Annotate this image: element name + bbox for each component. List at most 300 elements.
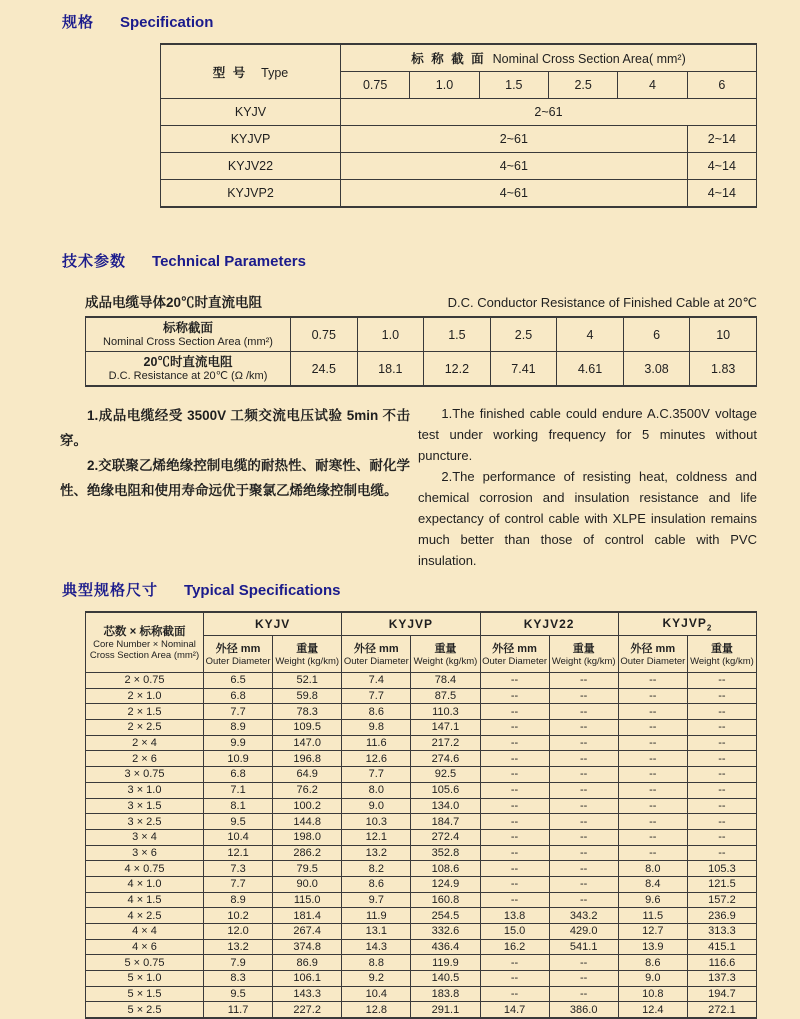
group-label: KYJVP [662,615,707,630]
value-cell: 115.0 [273,892,342,908]
value-cell: 8.9 [204,720,273,736]
value-cell: 7.4 [342,673,411,689]
value-cell: -- [687,829,756,845]
value-cell: 9.9 [204,735,273,751]
value-cell: -- [618,767,687,783]
value-cell: 11.9 [342,908,411,924]
wt-label-zh: 重量 [572,642,595,655]
typical-corner-cell [86,612,204,673]
value-cell: 9.5 [204,986,273,1002]
area-value-cell: 10 [690,317,757,352]
value-cell: 541.1 [549,939,618,955]
typical-table [85,611,757,1019]
type-header-cell [161,44,341,99]
value-cell: 8.1 [204,798,273,814]
value-cell: 386.0 [549,1002,618,1018]
value-cell: -- [618,735,687,751]
value-cell: 286.2 [273,845,342,861]
type-header-zh: 型 号 [212,65,248,80]
value-cell: 7.3 [204,861,273,877]
value-cell: 137.3 [687,971,756,987]
core-spec-cell: 5 × 1.0 [86,971,204,987]
typical-title-en: Typical Specifications [184,582,341,599]
core-spec-cell: 4 × 6 [86,939,204,955]
value-cell: 124.9 [411,876,480,892]
wt-label-en: Weight (kg/km) [690,655,754,667]
type-cell: KYJV22 [161,153,341,180]
value-cell: 100.2 [273,798,342,814]
value-cell: -- [549,971,618,987]
corner-zh: 芯数 × 标称截面 [103,625,186,638]
area-header-en: Nominal Cross Section Area( mm²) [492,52,686,66]
value-cell: 9.8 [342,720,411,736]
table-row [86,908,757,924]
tech-row-resistance [86,352,757,387]
value-cell: -- [480,814,549,830]
table-row [86,955,757,971]
value-cell: 109.5 [273,720,342,736]
value-cell: 436.4 [411,939,480,955]
core-spec-cell: 2 × 6 [86,751,204,767]
core-spec-cell: 5 × 1.5 [86,986,204,1002]
table-row [86,845,757,861]
value-cell: 9.2 [342,971,411,987]
od-label-zh: 外径 mm [630,642,676,655]
value-cell: 291.1 [411,1002,480,1018]
core-range-cell: 2~61 [341,99,757,126]
value-cell: -- [687,814,756,830]
value-cell: -- [687,782,756,798]
resistance-value-cell: 7.41 [490,352,557,387]
area-column-header: 1.0 [410,72,479,99]
table-row [161,99,757,126]
note-en-2: 2.The performance of resisting heat, coldness and chemical corrosion and insulation resistance and life expectancy of control cable with XLPE insulation remains much better than those of control cable with PVC insulation. [418,469,757,568]
value-cell: -- [549,829,618,845]
table-row [86,892,757,908]
table-row [86,924,757,940]
value-cell: 6.8 [204,767,273,783]
cable-type-group-header [204,612,342,636]
value-cell: 8.0 [618,861,687,877]
value-cell: -- [687,673,756,689]
spec-section-title [62,0,800,32]
tech-row1-label [86,317,291,352]
value-cell: 8.2 [342,861,411,877]
value-cell: 10.8 [618,986,687,1002]
value-cell: 9.5 [204,814,273,830]
value-cell: 121.5 [687,876,756,892]
tech-row2-label [86,352,291,387]
value-cell: -- [618,688,687,704]
weight-header [411,636,480,673]
typical-section-title [62,579,800,600]
wt-label-zh: 重量 [434,642,457,655]
value-cell: -- [480,782,549,798]
value-cell: 13.2 [204,939,273,955]
value-cell: 8.0 [342,782,411,798]
core-range-last-cell: 2~14 [687,126,756,153]
value-cell: -- [480,986,549,1002]
value-cell: 76.2 [273,782,342,798]
core-spec-cell: 2 × 1.0 [86,688,204,704]
typical-title-zh: 典型规格尺寸 [62,582,159,599]
value-cell: -- [480,861,549,877]
value-cell: 6.8 [204,688,273,704]
outer-diameter-header [480,636,549,673]
resistance-value-cell: 3.08 [623,352,690,387]
value-cell: 11.6 [342,735,411,751]
value-cell: -- [549,767,618,783]
core-spec-cell: 3 × 2.5 [86,814,204,830]
table-row [86,814,757,830]
value-cell: -- [618,829,687,845]
od-label-en: Outer Diameter [343,655,409,667]
type-header-en: Type [261,65,289,80]
od-label-en: Outer Diameter [205,655,271,667]
value-cell: -- [687,845,756,861]
spec-title-en: Specification [120,14,214,31]
value-cell: 90.0 [273,876,342,892]
core-spec-cell: 2 × 2.5 [86,720,204,736]
value-cell: 9.0 [618,971,687,987]
value-cell: -- [618,798,687,814]
core-spec-cell: 4 × 0.75 [86,861,204,877]
value-cell: -- [480,829,549,845]
od-label-en: Outer Diameter [482,655,548,667]
value-cell: 16.2 [480,939,549,955]
resistance-value-cell: 24.5 [291,352,358,387]
value-cell: 227.2 [273,1002,342,1018]
value-cell: 254.5 [411,908,480,924]
outer-diameter-header [204,636,273,673]
value-cell: 157.2 [687,892,756,908]
value-cell: 8.8 [342,955,411,971]
value-cell: -- [687,704,756,720]
value-cell: 108.6 [411,861,480,877]
value-cell: 10.3 [342,814,411,830]
value-cell: 181.4 [273,908,342,924]
table-row [86,829,757,845]
wt-label-en: Weight (kg/km) [551,655,616,667]
core-spec-cell: 3 × 4 [86,829,204,845]
value-cell: -- [480,720,549,736]
value-cell: 134.0 [411,798,480,814]
value-cell: -- [618,751,687,767]
value-cell: 15.0 [480,924,549,940]
value-cell: -- [687,720,756,736]
note-en-1: 1.The finished cable could endure A.C.3500V voltage test under working frequency for 5 minutes without puncture. [418,406,757,463]
value-cell: 10.4 [342,986,411,1002]
value-cell: 13.8 [480,908,549,924]
value-cell: -- [687,798,756,814]
note-zh-2: 2.交联聚乙烯绝缘控制电缆的耐热性、耐寒性、耐化学性、绝缘电阻和使用寿命远优于聚氯乙烯绝缘控制电缆。 [60,458,410,498]
table-row [86,720,757,736]
table-row [86,735,757,751]
table-row [86,767,757,783]
value-cell: 7.9 [204,955,273,971]
value-cell: -- [549,782,618,798]
tech-row1-label-en: Nominal Cross Section Area (mm²) [103,335,273,348]
spec-title-zh: 规格 [62,14,95,31]
value-cell: 86.9 [273,955,342,971]
value-cell: 6.5 [204,673,273,689]
value-cell: 12.7 [618,924,687,940]
value-cell: 374.8 [273,939,342,955]
cable-type-group-header [342,612,480,636]
value-cell: -- [480,798,549,814]
value-cell: -- [549,720,618,736]
value-cell: 10.4 [204,829,273,845]
area-value-cell: 0.75 [291,317,358,352]
value-cell: 9.0 [342,798,411,814]
value-cell: -- [480,955,549,971]
table-row [86,986,757,1002]
value-cell: -- [549,861,618,877]
area-value-cell: 6 [623,317,690,352]
table-row [86,876,757,892]
resistance-value-cell: 18.1 [357,352,424,387]
value-cell: -- [549,673,618,689]
table-row [86,798,757,814]
value-cell: 14.7 [480,1002,549,1018]
value-cell: 272.1 [687,1002,756,1018]
value-cell: 12.8 [342,1002,411,1018]
table-row [86,688,757,704]
value-cell: -- [480,892,549,908]
value-cell: -- [549,688,618,704]
value-cell: -- [480,688,549,704]
value-cell: 198.0 [273,829,342,845]
value-cell: -- [618,782,687,798]
note-zh-1: 1.成品电缆经受 3500V 工频交流电压试验 5min 不击穿。 [60,408,410,448]
core-spec-cell: 5 × 2.5 [86,1002,204,1018]
value-cell: 12.4 [618,1002,687,1018]
value-cell: 143.3 [273,986,342,1002]
value-cell: 217.2 [411,735,480,751]
value-cell: -- [549,735,618,751]
value-cell: -- [549,892,618,908]
table-row [86,704,757,720]
value-cell: 144.8 [273,814,342,830]
value-cell: 236.9 [687,908,756,924]
core-spec-cell: 4 × 4 [86,924,204,940]
value-cell: 194.7 [687,986,756,1002]
value-cell: 105.6 [411,782,480,798]
value-cell: 119.9 [411,955,480,971]
tech-row2-label-en: D.C. Resistance at 20℃ (Ω /km) [108,369,268,382]
table-row [161,180,757,208]
value-cell: -- [549,845,618,861]
area-column-header: 1.5 [479,72,548,99]
value-cell: 7.7 [204,876,273,892]
value-cell: 13.1 [342,924,411,940]
value-cell: 267.4 [273,924,342,940]
area-header-cell [341,44,757,72]
value-cell: 160.8 [411,892,480,908]
area-value-cell: 2.5 [490,317,557,352]
core-spec-cell: 2 × 0.75 [86,673,204,689]
group-label: KYJV [254,617,291,631]
tech-subtitle-en: D.C. Conductor Resistance of Finished Cable at 20℃ [447,295,757,310]
core-spec-cell: 3 × 6 [86,845,204,861]
value-cell: 12.1 [342,829,411,845]
table-row [86,751,757,767]
value-cell: -- [687,735,756,751]
tech-subtitle-zh: 成品电缆导体20℃时直流电阻 [85,295,263,310]
core-range-cell: 4~61 [341,180,688,208]
value-cell: 274.6 [411,751,480,767]
cable-type-group-header [480,612,618,636]
value-cell: 79.5 [273,861,342,877]
type-cell: KYJV [161,99,341,126]
wt-label-zh: 重量 [710,642,733,655]
value-cell: -- [480,735,549,751]
value-cell: 9.6 [618,892,687,908]
notes-zh-column [60,403,410,571]
value-cell: -- [687,767,756,783]
value-cell: 78.3 [273,704,342,720]
value-cell: -- [618,814,687,830]
core-spec-cell: 4 × 1.0 [86,876,204,892]
value-cell: 7.7 [204,704,273,720]
value-cell: -- [618,845,687,861]
value-cell: 11.7 [204,1002,273,1018]
notes-en-column [418,403,757,571]
type-cell: KYJVP2 [161,180,341,208]
value-cell: -- [549,704,618,720]
value-cell: -- [687,751,756,767]
tech-row-area [86,317,757,352]
core-spec-cell: 3 × 0.75 [86,767,204,783]
table-row [86,971,757,987]
table-row [86,782,757,798]
value-cell: 13.2 [342,845,411,861]
weight-header [687,636,756,673]
value-cell: 343.2 [549,908,618,924]
value-cell: 11.5 [618,908,687,924]
group-label-subscript: 2 [706,623,713,633]
value-cell: 12.1 [204,845,273,861]
value-cell: 105.3 [687,861,756,877]
wt-label-zh: 重量 [296,642,319,655]
table-row [86,1002,757,1018]
weight-header [273,636,342,673]
value-cell: -- [549,955,618,971]
value-cell: 13.9 [618,939,687,955]
value-cell: 7.1 [204,782,273,798]
area-column-header: 2.5 [548,72,617,99]
value-cell: -- [618,673,687,689]
od-label-en: Outer Diameter [620,655,686,667]
value-cell: 10.9 [204,751,273,767]
core-spec-cell: 4 × 2.5 [86,908,204,924]
value-cell: 92.5 [411,767,480,783]
area-column-header: 6 [687,72,756,99]
wt-label-en: Weight (kg/km) [275,655,340,667]
tech-title-en: Technical Parameters [152,253,306,270]
value-cell: -- [618,720,687,736]
group-label: KYJV22 [523,617,575,631]
area-header-zh: 标 称 截 面 [411,52,486,66]
value-cell: 7.7 [342,767,411,783]
wt-label-en: Weight (kg/km) [413,655,478,667]
value-cell: 52.1 [273,673,342,689]
core-range-last-cell: 4~14 [687,153,756,180]
value-cell: 9.7 [342,892,411,908]
value-cell: 8.3 [204,971,273,987]
group-label: KYJVP [388,617,434,631]
outer-diameter-header [618,636,687,673]
value-cell: 8.6 [618,955,687,971]
area-column-header: 0.75 [341,72,410,99]
value-cell: 352.8 [411,845,480,861]
value-cell: 183.8 [411,986,480,1002]
od-label-zh: 外径 mm [215,642,261,655]
tech-title-zh: 技术参数 [62,253,127,270]
table-row [161,153,757,180]
value-cell: 64.9 [273,767,342,783]
core-range-cell: 2~61 [341,126,688,153]
tech-row1-label-zh: 标称截面 [162,320,213,335]
value-cell: 8.9 [204,892,273,908]
value-cell: -- [480,751,549,767]
value-cell: 8.6 [342,876,411,892]
value-cell: -- [687,688,756,704]
value-cell: 313.3 [687,924,756,940]
resistance-value-cell: 4.61 [557,352,624,387]
value-cell: -- [480,876,549,892]
value-cell: 116.6 [687,955,756,971]
core-spec-cell: 3 × 1.0 [86,782,204,798]
core-spec-cell: 4 × 1.5 [86,892,204,908]
value-cell: -- [549,751,618,767]
value-cell: 196.8 [273,751,342,767]
od-label-zh: 外径 mm [354,642,399,655]
table-row [161,126,757,153]
table-row [86,861,757,877]
table-row [86,939,757,955]
tech-table [85,316,757,387]
value-cell: 147.1 [411,720,480,736]
value-cell: 332.6 [411,924,480,940]
cable-type-group-header [618,612,756,636]
value-cell: 7.7 [342,688,411,704]
value-cell: 147.0 [273,735,342,751]
value-cell: 106.1 [273,971,342,987]
area-value-cell: 4 [557,317,624,352]
area-value-cell: 1.5 [424,317,491,352]
resistance-value-cell: 1.83 [690,352,757,387]
value-cell: -- [480,971,549,987]
tech-subtitle-row [85,291,757,311]
value-cell: -- [480,673,549,689]
type-cell: KYJVP [161,126,341,153]
value-cell: 12.0 [204,924,273,940]
value-cell: 184.7 [411,814,480,830]
typical-group-header-row [86,612,757,636]
value-cell: 415.1 [687,939,756,955]
value-cell: 272.4 [411,829,480,845]
table-row [86,673,757,689]
core-range-cell: 4~61 [341,153,688,180]
value-cell: -- [480,767,549,783]
tech-section-title [62,250,800,271]
value-cell: 78.4 [411,673,480,689]
core-spec-cell: 2 × 4 [86,735,204,751]
od-label-zh: 外径 mm [492,642,537,655]
core-spec-cell: 2 × 1.5 [86,704,204,720]
value-cell: 140.5 [411,971,480,987]
